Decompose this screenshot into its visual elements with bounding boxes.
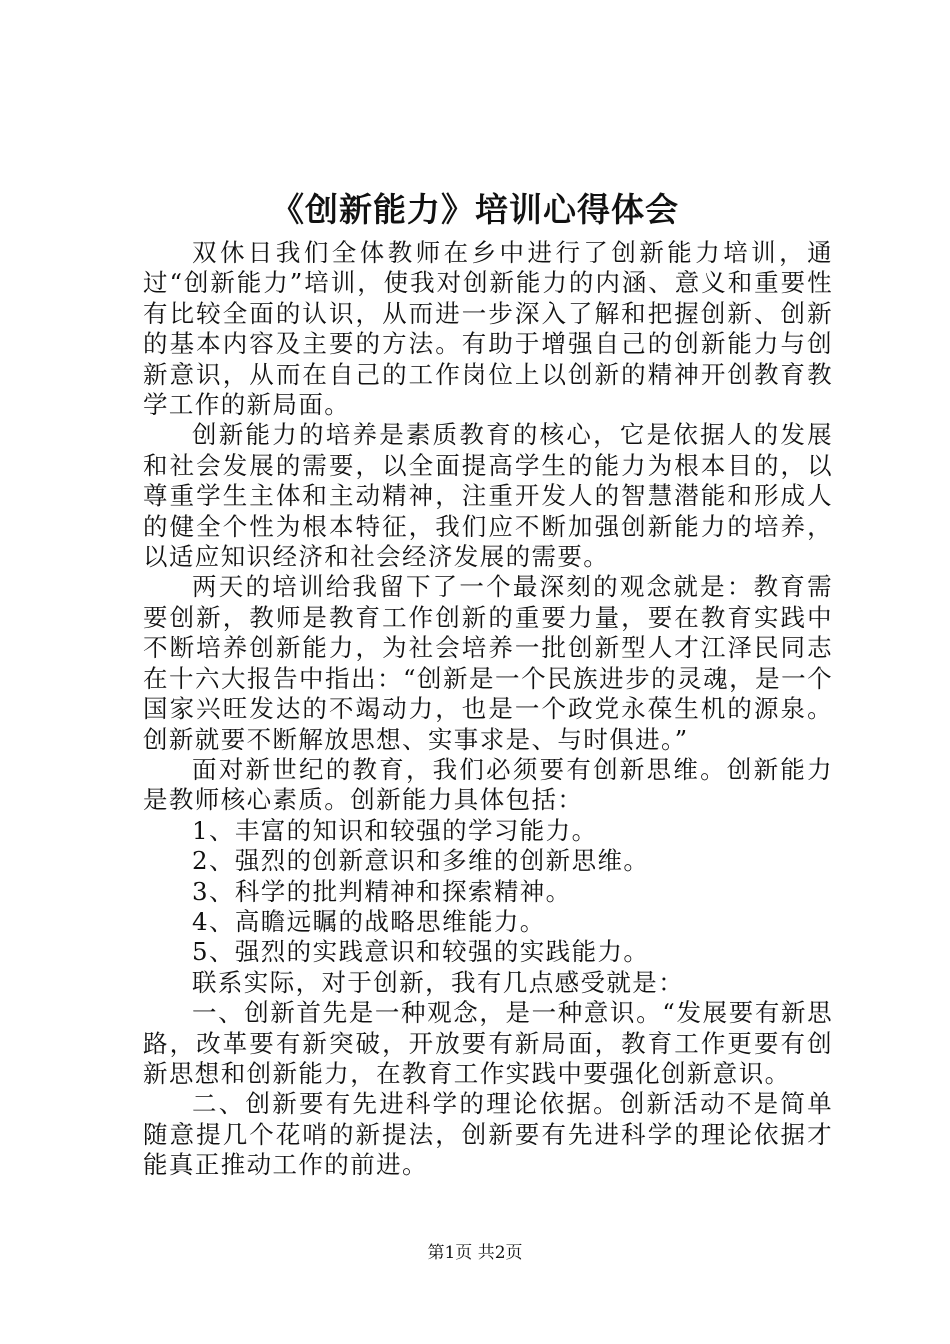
list-item: 3、科学的批判精神和探索精神。: [192, 876, 572, 906]
paragraph: 双休日我们全体教师在乡中进行了创新能力培训，通过“创新能力”培训，使我对创新能力的内涵、意义和重要性有比较全面的认识，从而进一步深入了解和把握创新、创新的基本内容及主要的方法。有助于增强自己的创新能力与创新意识，从而在自己的工作岗位上以创新的精神开创教育教学工作的新局面。: [143, 238, 833, 420]
list-item: 1、丰富的知识和较强的学习能力。: [192, 815, 598, 845]
paragraph: 一、创新首先是一种观念，是一种意识。“发展要有新思路，改革要有新突破，开放要有新局面，教育工作更要有创新思想和创新能力，在教育工作实践中要强化创新意识。: [143, 998, 833, 1088]
paragraph: 二、创新要有先进科学的理论依据。创新活动不是简单随意提几个花哨的新提法，创新要有先进科学的理论依据才能真正推动工作的前进。: [143, 1089, 833, 1180]
list-item: 4、高瞻远瞩的战略思维能力。: [192, 906, 546, 936]
document-body: [143, 238, 833, 1181]
list-item: 5、强烈的实践意识和较强的实践能力。: [192, 937, 650, 967]
paragraph: 联系实际，对于创新，我有几点感受就是：: [192, 967, 685, 997]
paragraph: 创新能力的培养是素质教育的核心，它是依据人的发展和社会发展的需要，以全面提高学生的能力为根本目的，以尊重学生主体和主动精神，注重开发人的智慧潜能和形成人的健全个性为根本特征，我们应不断加强创新能力的培养，以适应知识经济和社会经济发展的需要。: [143, 420, 833, 572]
page-footer: 第1页 共2页: [427, 1243, 523, 1263]
document-title: 《创新能力》培训心得体会: [271, 190, 679, 229]
paragraph: 面对新世纪的教育，我们必须要有创新思维。创新能力是教师核心素质。创新能力具体包括：: [143, 754, 833, 815]
list-item: 2、强烈的创新意识和多维的创新思维。: [192, 846, 650, 876]
paragraph: 两天的培训给我留下了一个最深刻的观念就是：教育需要创新，教师是教育工作创新的重要力量，要在教育实践中不断培养创新能力，为社会培养一批创新型人才江泽民同志在十六大报告中指出：“创新是一个民族进步的灵魂，是一个国家兴旺发达的不竭动力，也是一个政党永葆生机的源泉。创新就要不断解放思想、实事求是、与时俱进。”: [143, 572, 833, 754]
